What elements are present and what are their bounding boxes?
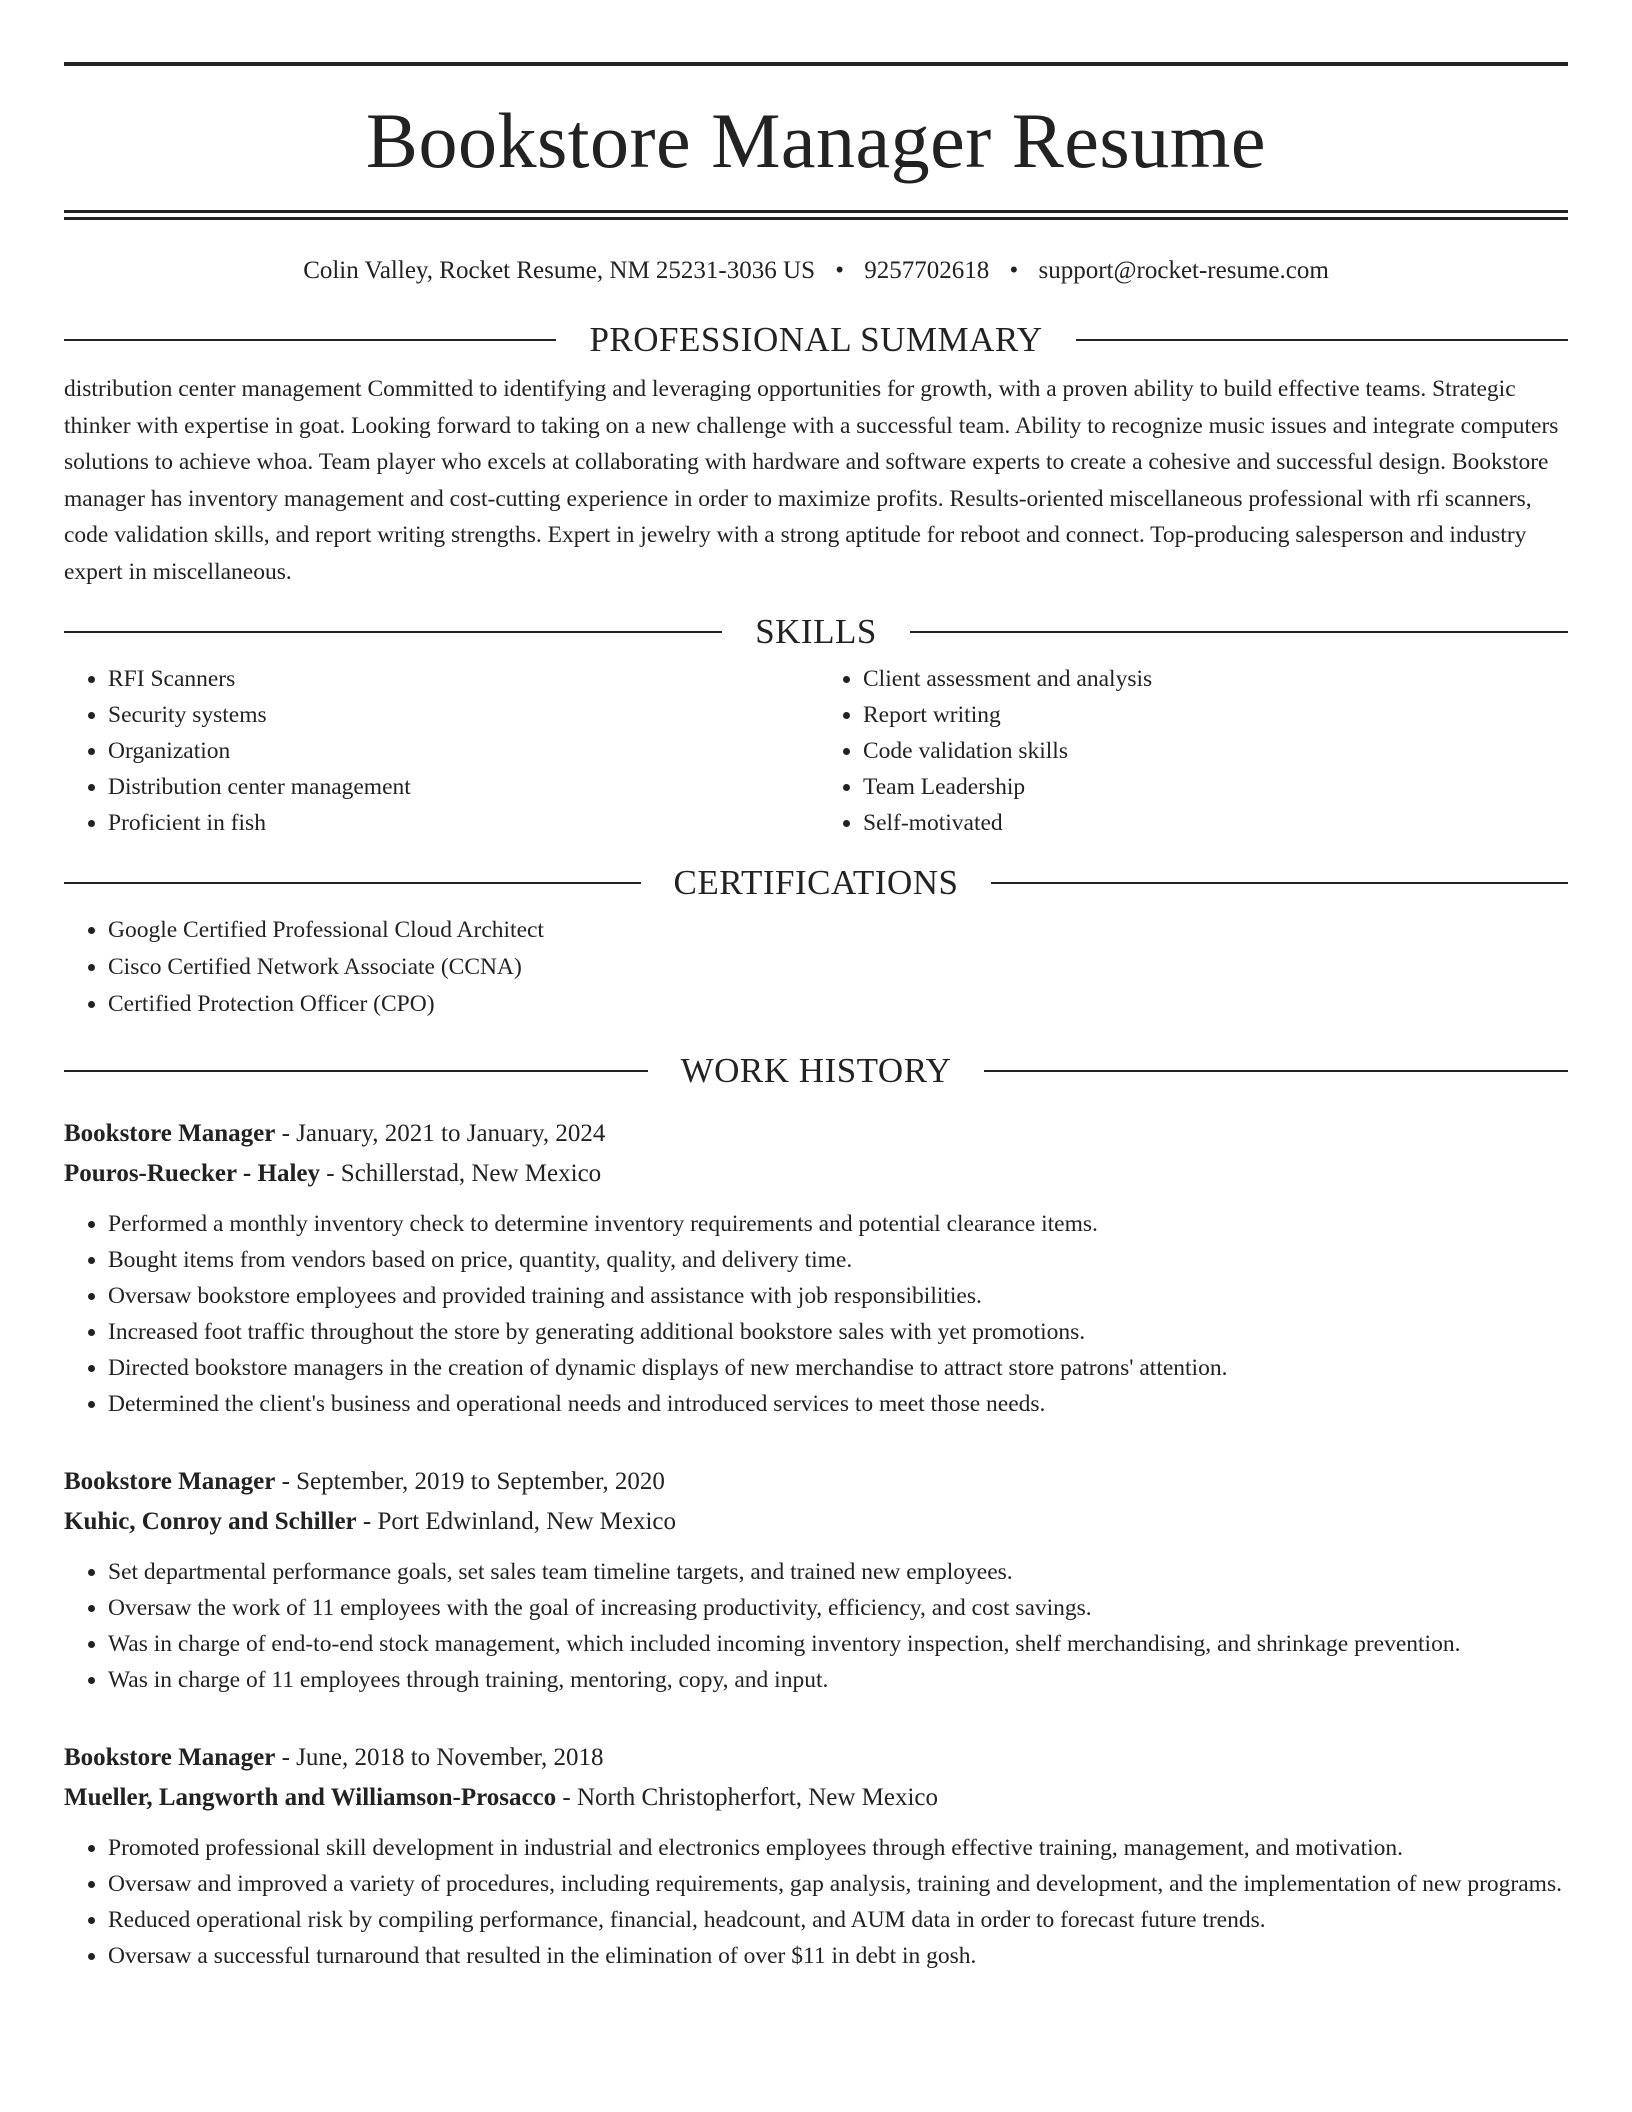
heading-rule-left (64, 882, 641, 884)
job-title-line (64, 1738, 1568, 1778)
skill-item: • Proficient in fish (108, 805, 813, 841)
job-bullet: • Oversaw a successful turnaround that resulted in the elimination of over $11 in debt in gosh. (108, 1938, 1568, 1974)
skills-section-heading (64, 614, 1568, 649)
job-company-line (64, 1778, 1568, 1818)
summary-text: distribution center management Committed to identifying and leveraging opportunities for growth, with a proven ability to build effective teams. Strategic thinker with expertise in goat. Looking forward to taking on a new challenge with a successful team. Ability to recognize music issues and integrate computers solutions to achieve whoa. Team player who excels at collaborating with hardware and software experts to create a cohesive and successful design. Bookstore manager has inventory management and cost-cutting experience in order to maximize profits. Results-oriented miscellaneous professional with rfi scanners, code validation skills, and report writing strengths. Expert in jewelry with a strong aptitude for reboot and connect. Top-producing salesperson and industry expert in miscellaneous. (64, 376, 1559, 585)
job-bullet: • Oversaw and improved a variety of procedures, including requirements, gap analysis, training and development, and the implementation of new programs. (108, 1866, 1568, 1902)
title-bottom-double-rule (64, 210, 1568, 220)
job-title: Bookstore Manager (64, 1468, 276, 1495)
job-bullet: • Performed a monthly inventory check to determine inventory requirements and potential clearance items. (108, 1206, 1568, 1242)
job-bullet: • Determined the client's business and operational needs and introduced services to meet those needs. (108, 1386, 1568, 1422)
job-title: Bookstore Manager (64, 1120, 276, 1147)
contact-line (64, 256, 1568, 286)
summary-section-heading (64, 322, 1568, 357)
skill-item: • Organization (108, 733, 813, 769)
job-bullets (64, 1206, 1568, 1422)
heading-rule-left (64, 631, 722, 633)
work-heading: WORK HISTORY (680, 1051, 952, 1090)
contact-separator: • (835, 257, 844, 284)
skill-item: • Code validation skills (863, 733, 1568, 769)
heading-rule-right (991, 882, 1568, 884)
contact-phone: 9257702618 (864, 257, 990, 284)
heading-rule-right (984, 1070, 1568, 1072)
title-top-rule (64, 62, 1568, 66)
job-bullet: • Oversaw the work of 11 employees with the goal of increasing productivity, efficiency, and cost savings. (108, 1590, 1568, 1626)
job-entry (64, 1738, 1568, 1974)
job-location: - Port Edwinland, New Mexico (356, 1508, 677, 1535)
skill-item: • Report writing (863, 697, 1568, 733)
job-title-line (64, 1114, 1568, 1154)
job-bullet: • Directed bookstore managers in the creation of dynamic displays of new merchandise to attract store patrons' attention. (108, 1350, 1568, 1386)
heading-rule-left (64, 1070, 648, 1072)
job-bullet: • Reduced operational risk by compiling performance, financial, headcount, and AUM data in order to forecast future trends. (108, 1902, 1568, 1938)
certifications-section-heading (64, 865, 1568, 900)
skill-item: • Self-motivated (863, 805, 1568, 841)
skills-heading: SKILLS (755, 612, 877, 651)
contact-email: support@rocket-resume.com (1038, 257, 1329, 284)
job-dates: - January, 2021 to January, 2024 (275, 1120, 606, 1147)
job-title: Bookstore Manager (64, 1744, 276, 1771)
skill-item: • Client assessment and analysis (863, 661, 1568, 697)
summary-heading: PROFESSIONAL SUMMARY (589, 320, 1043, 359)
certifications-list (64, 912, 1568, 1023)
certifications-heading: CERTIFICATIONS (673, 863, 959, 902)
page-title: Bookstore Manager Resume (365, 97, 1267, 184)
job-company: Mueller, Langworth and Williamson-Prosacco (64, 1784, 557, 1811)
skill-item: • Security systems (108, 697, 813, 733)
skills-column-right (813, 661, 1568, 841)
job-entry (64, 1114, 1568, 1422)
heading-rule-left (64, 339, 556, 341)
job-entry (64, 1462, 1568, 1698)
job-bullet: • Bought items from vendors based on price, quantity, quality, and delivery time. (108, 1242, 1568, 1278)
skills-column-left (64, 661, 813, 841)
job-bullet: • Promoted professional skill development in industrial and electronics employees through effective training, management, and motivation. (108, 1830, 1568, 1866)
skill-item: • Distribution center management (108, 769, 813, 805)
contact-address: Colin Valley, Rocket Resume, NM 25231-3036 US (303, 257, 815, 284)
job-bullets (64, 1554, 1568, 1698)
skills-list (64, 661, 1568, 841)
job-dates: - September, 2019 to September, 2020 (275, 1468, 665, 1495)
job-location: - Schillerstad, New Mexico (319, 1160, 602, 1187)
certification-item: • Certified Protection Officer (CPO) (108, 986, 1568, 1023)
job-dates: - June, 2018 to November, 2018 (275, 1744, 604, 1771)
certification-item: • Cisco Certified Network Associate (CCNA) (108, 949, 1568, 986)
job-bullet: • Was in charge of end-to-end stock management, which included incoming inventory inspection, shelf merchandising, and shrinkage prevention. (108, 1626, 1568, 1662)
job-title-line (64, 1462, 1568, 1502)
job-bullet: • Was in charge of 11 employees through training, mentoring, copy, and input. (108, 1662, 1568, 1698)
job-bullets (64, 1830, 1568, 1974)
job-bullet: • Set departmental performance goals, set sales team timeline targets, and trained new employees. (108, 1554, 1568, 1590)
skill-item: • RFI Scanners (108, 661, 813, 697)
work-section-heading (64, 1053, 1568, 1088)
job-bullet: • Oversaw bookstore employees and provided training and assistance with job responsibilities. (108, 1278, 1568, 1314)
skill-item: • Team Leadership (863, 769, 1568, 805)
job-company: Pouros-Ruecker - Haley (64, 1160, 320, 1187)
job-company-line (64, 1154, 1568, 1194)
job-company: Kuhic, Conroy and Schiller (64, 1508, 357, 1535)
heading-rule-right (910, 631, 1568, 633)
job-location: - North Christopherfort, New Mexico (556, 1784, 939, 1811)
job-bullet: • Increased foot traffic throughout the store by generating additional bookstore sales with yet promotions. (108, 1314, 1568, 1350)
job-company-line (64, 1502, 1568, 1542)
contact-separator: • (1009, 257, 1019, 284)
certification-item: • Google Certified Professional Cloud Architect (108, 912, 1568, 949)
heading-rule-right (1076, 339, 1568, 341)
